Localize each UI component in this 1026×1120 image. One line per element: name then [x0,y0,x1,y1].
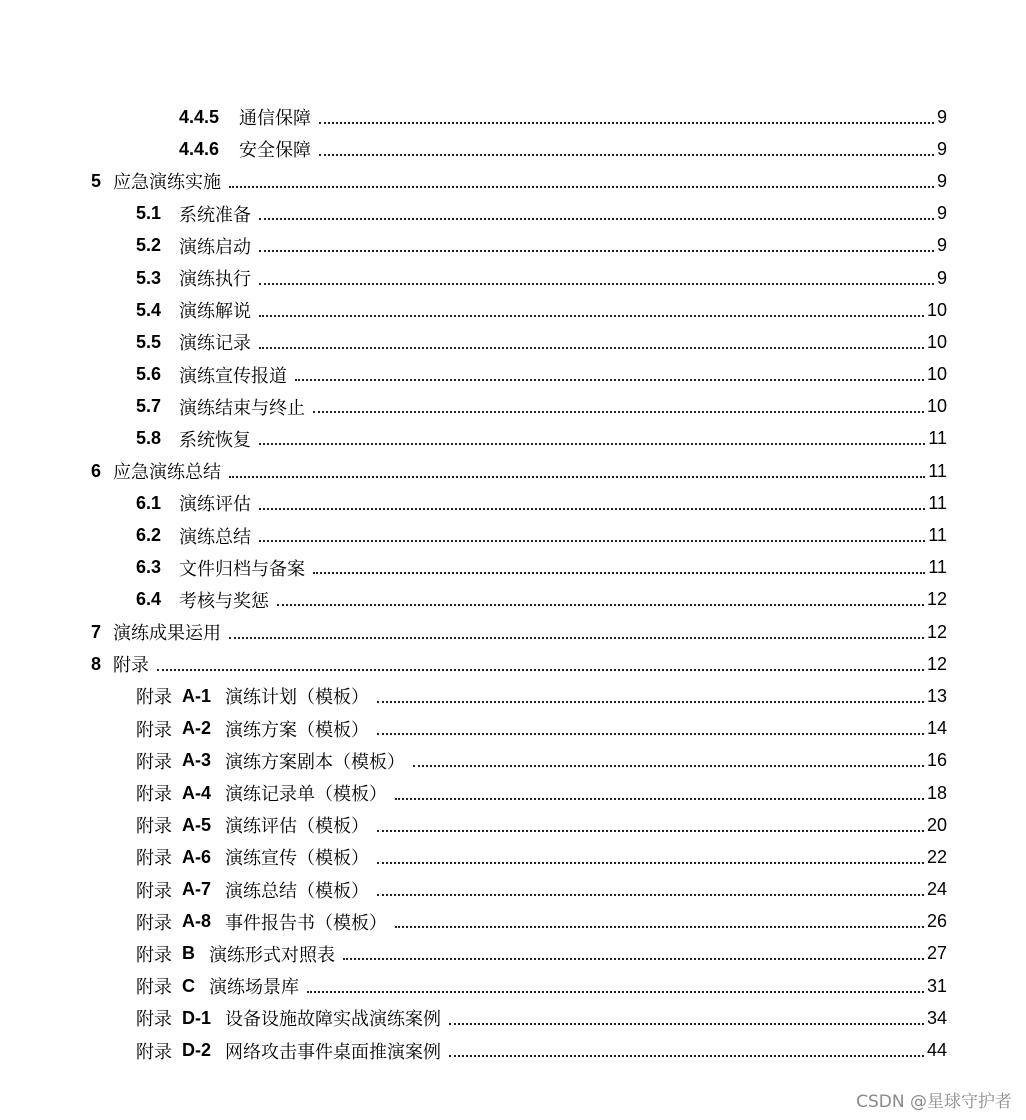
toc-entry-number: A-1 [182,685,212,706]
toc-entry[interactable] [136,938,947,970]
toc-dot-leader [395,781,924,800]
toc-dot-leader [319,105,934,124]
toc-entry-number: D-1 [182,1007,212,1028]
toc-entry-page: 44 [926,1040,947,1061]
toc-entry-number: 5.5 [136,331,162,352]
toc-entry[interactable] [136,841,947,873]
toc-entry-prefix: 附录 [136,1041,172,1063]
toc-dot-leader [377,877,924,896]
toc-entry-number: 5.1 [136,203,162,224]
toc-entry-number: 5.3 [136,267,162,288]
toc-entry-title: 设备设施故障实战演练案例 [225,1009,442,1031]
toc-entry-title: 演练计划（模板） [225,687,370,709]
toc-entry[interactable] [136,487,947,519]
toc-entry-prefix: 附录 [136,816,172,838]
toc-entry-title: 网络攻击事件桌面推演案例 [225,1041,442,1063]
toc-entry-page: 9 [936,138,947,159]
toc-entry-number: 6.4 [136,589,162,610]
watermark: CSDN @星球守护者 [856,1092,1012,1112]
toc-entry-number: A-3 [182,750,212,771]
toc-entry[interactable] [136,423,947,455]
toc-entry[interactable] [136,359,947,391]
toc-dot-leader [377,813,924,832]
toc-entry-title: 演练方案剧本（模板） [225,751,406,773]
toc-entry-page: 26 [926,911,947,932]
toc-dot-leader [157,652,924,671]
toc-entry[interactable] [136,809,947,841]
toc-entry[interactable] [136,970,947,1002]
toc-entry[interactable] [136,391,947,423]
toc-entry-page: 24 [926,879,947,900]
toc-entry-title: 附录 [113,655,150,677]
toc-entry[interactable] [136,680,947,712]
toc-dot-leader [343,941,924,960]
toc-entry-number: 6 [91,460,102,481]
toc-dot-leader [259,233,934,252]
toc-entry-page: 22 [926,846,947,867]
toc-entry-title: 演练记录 [179,333,252,355]
table-of-contents [0,101,1026,1067]
toc-entry-number: 5 [91,170,102,191]
toc-entry-title: 演练宣传报道 [179,365,288,387]
toc-entry[interactable] [136,552,947,584]
toc-entry-page: 34 [926,1007,947,1028]
toc-entry-number: 5.8 [136,428,162,449]
toc-entry-number: A-4 [182,782,212,803]
toc-entry-prefix: 附录 [136,977,172,999]
toc-entry-page: 13 [926,685,947,706]
toc-entry[interactable] [136,294,947,326]
toc-entry-number: 4.4.6 [179,138,220,159]
toc-entry-number: 6.2 [136,525,162,546]
toc-entry[interactable] [136,1034,947,1066]
toc-entry[interactable] [136,519,947,551]
toc-entry-page: 20 [926,814,947,835]
toc-entry-page: 10 [926,331,947,352]
toc-entry-title: 演练场景库 [209,977,299,999]
toc-entry[interactable] [136,1002,947,1034]
toc-entry-number: 6.1 [136,492,162,513]
toc-entry[interactable] [179,101,947,133]
toc-entry-page: 9 [936,203,947,224]
toc-entry-title: 演练评估（模板） [225,816,370,838]
toc-entry-page: 31 [926,975,947,996]
toc-entry-number: A-6 [182,846,212,867]
toc-dot-leader [313,555,925,574]
toc-dot-leader [259,491,925,510]
toc-entry-title: 演练解说 [179,301,252,323]
toc-entry-number: A-5 [182,814,212,835]
toc-entry-page: 9 [936,267,947,288]
toc-dot-leader [229,459,925,478]
toc-entry-page: 11 [928,492,947,513]
toc-entry-title: 安全保障 [239,140,312,162]
toc-entry-title: 通信保障 [239,108,312,130]
toc-entry-title: 演练形式对照表 [209,944,335,966]
toc-entry-page: 12 [926,621,947,642]
toc-entry-title: 演练总结 [179,526,252,548]
toc-dot-leader [413,748,924,767]
toc-dot-leader [377,684,924,703]
toc-entry-title: 文件归档与备案 [179,558,306,580]
toc-entry-prefix: 附录 [136,751,172,773]
toc-dot-leader [377,716,924,735]
toc-entry-page: 18 [926,782,947,803]
toc-entry-title: 考核与奖惩 [179,590,270,612]
toc-entry-page: 11 [928,525,947,546]
toc-entry-prefix: 附录 [136,848,172,870]
toc-entry-number: A-7 [182,879,212,900]
toc-dot-leader [377,845,924,864]
toc-entry-number: A-8 [182,911,212,932]
toc-entry-prefix: 附录 [136,1009,172,1031]
toc-dot-leader [259,266,934,285]
toc-dot-leader [259,426,925,445]
toc-entry[interactable] [91,165,947,197]
toc-entry-title: 演练评估 [179,494,252,516]
toc-entry[interactable] [136,874,947,906]
toc-entry-page: 16 [926,750,947,771]
toc-entry-number: D-2 [182,1040,212,1061]
toc-entry-prefix: 附录 [136,880,172,902]
toc-entry[interactable] [136,777,947,809]
toc-entry[interactable] [136,713,947,745]
toc-dot-leader [259,523,925,542]
toc-entry-title: 演练成果运用 [113,623,222,645]
toc-entry-title: 演练方案（模板） [225,719,370,741]
toc-entry-title: 应急演练总结 [113,462,222,484]
toc-entry-number: 5.7 [136,396,162,417]
toc-entry-page: 11 [928,460,947,481]
toc-entry-page: 27 [926,943,947,964]
toc-entry[interactable] [136,230,947,262]
toc-dot-leader [395,909,924,928]
toc-entry-title: 应急演练实施 [113,172,222,194]
toc-entry-prefix: 附录 [136,784,172,806]
toc-dot-leader [313,394,924,413]
toc-entry-prefix: 附录 [136,719,172,741]
toc-entry[interactable] [136,326,947,358]
toc-entry-number: C [182,975,195,996]
toc-entry-title: 演练宣传（模板） [225,848,370,870]
toc-dot-leader [319,137,934,156]
toc-entry-page: 10 [926,396,947,417]
toc-entry-page: 12 [926,653,947,674]
toc-entry-title: 演练执行 [179,269,252,291]
toc-entry-title: 事件报告书（模板） [225,912,388,934]
toc-entry[interactable] [179,133,947,165]
toc-entry-number: 5.6 [136,364,162,385]
toc-entry-number: B [182,943,195,964]
toc-entry-title: 系统恢复 [179,429,252,451]
toc-dot-leader [259,330,924,349]
toc-entry-title: 演练记录单（模板） [225,784,388,806]
toc-dot-leader [259,201,934,220]
toc-entry-number: A-2 [182,718,212,739]
toc-entry-title: 演练结束与终止 [179,397,306,419]
toc-entry-number: 5.2 [136,235,162,256]
toc-dot-leader [229,169,934,188]
toc-entry-number: 7 [91,621,102,642]
toc-dot-leader [277,587,924,606]
toc-dot-leader [307,974,924,993]
toc-dot-leader [449,1006,924,1025]
toc-entry-number: 6.3 [136,557,162,578]
toc-dot-leader [259,298,924,317]
toc-entry-title: 演练启动 [179,236,252,258]
toc-entry-prefix: 附录 [136,687,172,709]
toc-entry[interactable] [91,648,947,680]
toc-entry-prefix: 附录 [136,912,172,934]
toc-entry[interactable] [136,584,947,616]
toc-entry-page: 12 [926,589,947,610]
toc-entry-page: 11 [928,557,947,578]
toc-entry-title: 系统准备 [179,204,252,226]
toc-entry-page: 9 [936,106,947,127]
toc-entry-page: 9 [936,170,947,191]
toc-entry-page: 9 [936,235,947,256]
toc-entry[interactable] [136,906,947,938]
toc-entry-page: 10 [926,364,947,385]
toc-entry-prefix: 附录 [136,944,172,966]
toc-entry-number: 5.4 [136,299,162,320]
toc-entry-page: 14 [926,718,947,739]
toc-dot-leader [449,1038,924,1057]
toc-entry-number: 8 [91,653,102,674]
toc-dot-leader [295,362,924,381]
toc-entry-page: 11 [928,428,947,449]
toc-entry[interactable] [91,455,947,487]
toc-entry[interactable] [136,745,947,777]
toc-entry-number: 4.4.5 [179,106,220,127]
toc-entry[interactable] [136,198,947,230]
toc-dot-leader [229,620,924,639]
toc-entry-title: 演练总结（模板） [225,880,370,902]
toc-entry-page: 10 [926,299,947,320]
toc-entry[interactable] [136,262,947,294]
toc-entry[interactable] [91,616,947,648]
